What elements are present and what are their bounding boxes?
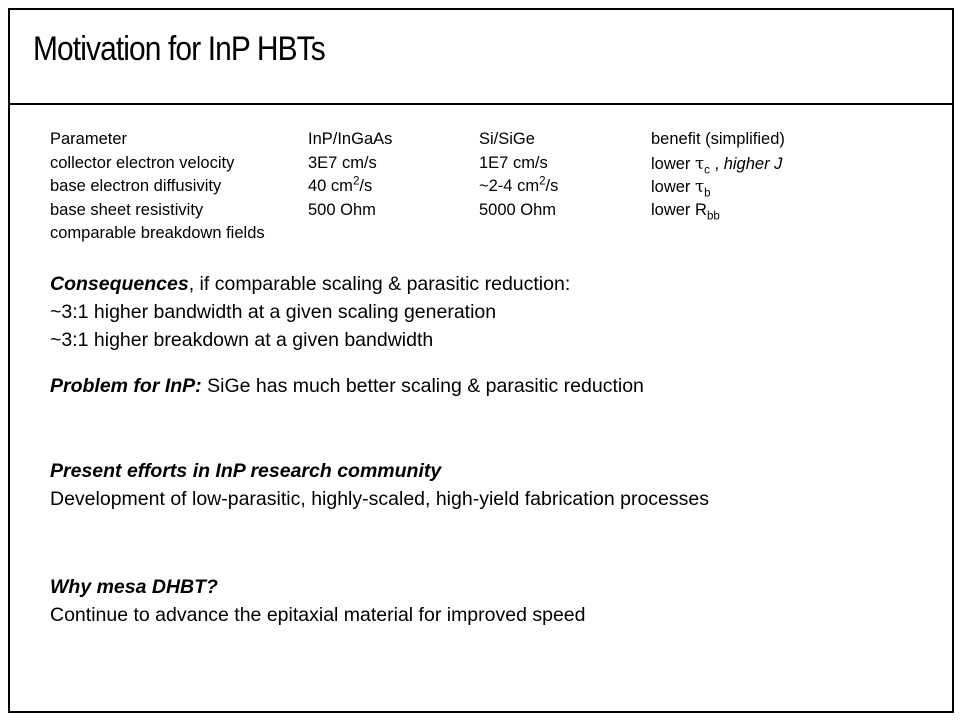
present-efforts-heading: Present efforts in InP research community (50, 460, 442, 482)
problem-heading: Problem for InP: (50, 375, 202, 397)
benefit-prefix: lower (651, 154, 696, 173)
benefit-suffix-italic: higher J (723, 154, 783, 173)
benefit-subscript: b (704, 187, 711, 200)
present-efforts-block (50, 457, 709, 513)
row-parameter: base sheet resistivity (50, 200, 204, 219)
benefit-prefix: lower (651, 178, 696, 196)
why-mesa-text: Continue to advance the epitaxial material for improved speed (50, 604, 586, 626)
row-sige-value (479, 175, 558, 199)
row-sige-value: 5000 Ohm (479, 200, 557, 219)
row-parameter: base electron diffusivity (50, 177, 222, 195)
row-sige-value: 1E7 cm/s (479, 153, 548, 172)
why-mesa-heading: Why mesa DHBT? (50, 576, 218, 598)
consequences-heading-line (50, 270, 570, 298)
benefit-subscript: c (704, 163, 710, 176)
sige-value: ~2-4 cm (479, 177, 540, 195)
sige-unit: /s (545, 177, 559, 195)
title-divider (8, 103, 954, 105)
row-parameter: comparable breakdown fields (50, 224, 265, 242)
benefit-subscript: bb (706, 209, 720, 222)
row-benefit (651, 175, 711, 200)
inp-unit: /s (359, 177, 373, 195)
problem-block (50, 372, 644, 400)
sige-superscript: 2 (539, 175, 546, 188)
present-efforts-text: Development of low-parasitic, highly-scaled, high-yield fabrication processes (50, 488, 709, 510)
why-mesa-block (50, 573, 585, 629)
row-benefit (651, 199, 720, 223)
benefit-prefix: lower R (651, 200, 707, 219)
header-inp: InP/InGaAs (308, 130, 393, 148)
consequences-line-1: ~3:1 higher bandwidth at a given scaling generation (50, 301, 497, 323)
inp-value: 40 cm (308, 177, 353, 195)
inp-superscript: 2 (352, 175, 360, 188)
tau-symbol: τ (695, 177, 705, 196)
consequences-block (50, 270, 570, 354)
row-inp-value: 3E7 cm/s (308, 153, 377, 172)
consequences-line-2: ~3:1 higher breakdown at a given bandwidth (50, 329, 434, 351)
row-inp-value (308, 175, 372, 199)
problem-text: SiGe has much better scaling & parasitic reduction (201, 375, 644, 397)
row-parameter: collector electron velocity (50, 153, 235, 172)
row-inp-value: 500 Ohm (308, 200, 376, 219)
tau-symbol: τ (695, 153, 705, 173)
header-benefit: benefit (simplified) (651, 130, 785, 148)
slide-title: Motivation for InP HBTs (33, 30, 325, 68)
consequences-heading: Consequences (50, 273, 189, 295)
consequences-heading-rest: , if comparable scaling & parasitic reduction: (188, 273, 571, 295)
header-parameter: Parameter (50, 130, 128, 148)
benefit-suffix: , (709, 154, 724, 173)
row-benefit (651, 152, 782, 177)
header-sige: Si/SiGe (479, 130, 535, 148)
